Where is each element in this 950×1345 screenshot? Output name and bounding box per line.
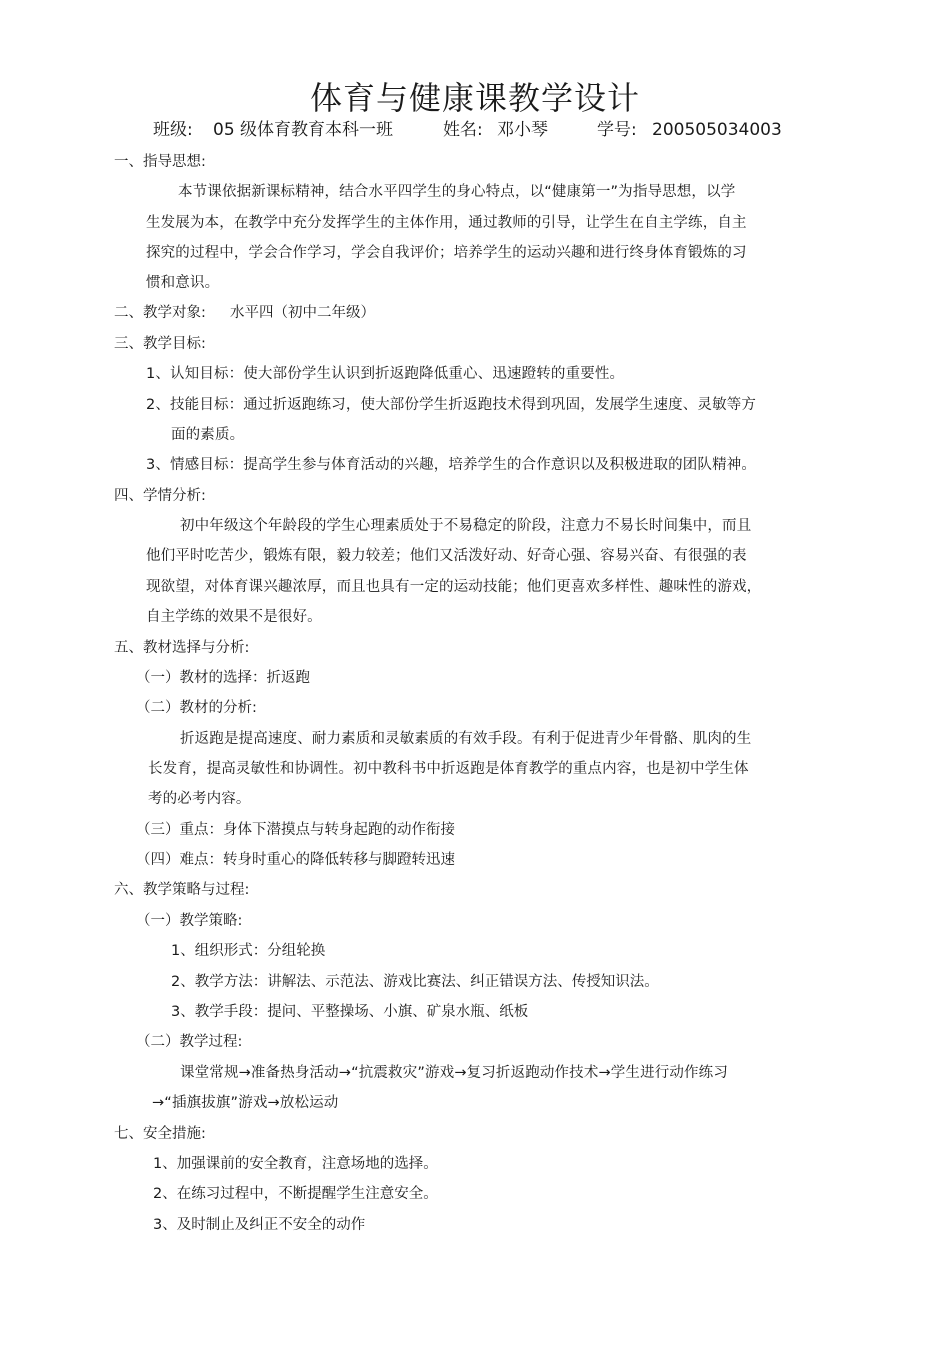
paragraph-line: 生发展为本，在教学中充分发挥学生的主体作用，通过教师的引导，让学生在自主学练，自主 xyxy=(146,215,747,231)
goal-item-cognitive: 1、认知目标：使大部份学生认识到折返跑降低重心、迅速蹬转的重要性。 xyxy=(146,366,625,382)
strategy-item: 2、教学方法：讲解法、示范法、游戏比赛法、纠正错误方法、传授知识法。 xyxy=(171,974,659,990)
name-label: 姓名: xyxy=(443,120,483,140)
paragraph-line: 长发育，提高灵敏性和协调性。初中教科书中折返跑是体育教学的重点内容，也是初中学生体 xyxy=(148,761,749,777)
id-value: 200505034003 xyxy=(652,120,782,140)
difficulty-point: （四）难点：转身时重心的降低转移与脚蹬转迅速 xyxy=(136,852,455,868)
material-analysis-heading: （二）教材的分析: xyxy=(136,700,257,716)
paragraph-line: 探究的过程中，学会合作学习，学会自我评价；培养学生的运动兴趣和进行终身体育锻炼的习 xyxy=(146,245,747,261)
strategy-heading: （一）教学策略: xyxy=(136,913,243,929)
name-value: 邓小琴 xyxy=(497,120,548,140)
section-heading-material: 五、教材选择与分析: xyxy=(114,640,250,656)
strategy-item: 1、组织形式：分组轮换 xyxy=(171,943,326,959)
safety-item: 2、在练习过程中，不断提醒学生注意安全。 xyxy=(153,1186,438,1202)
strategy-item: 3、教学手段：提问、平整操场、小旗、矿泉水瓶、纸板 xyxy=(171,1004,529,1020)
key-point: （三）重点：身体下潜摸点与转身起跑的动作衔接 xyxy=(136,822,455,838)
material-choice: （一）教材的选择：折返跑 xyxy=(136,670,310,686)
class-value: 05 级体育教育本科一班 xyxy=(213,120,394,140)
section-heading-safety: 七、安全措施: xyxy=(114,1126,206,1142)
goal-item-skill-cont: 面的素质。 xyxy=(171,427,245,443)
process-line: →“插旗拔旗”游戏→放松运动 xyxy=(152,1095,339,1111)
teaching-object-value: 水平四（初中二年级） xyxy=(230,305,375,321)
section-heading-teaching-object: 二、教学对象: xyxy=(114,305,206,321)
process-line: 课堂常规→准备热身活动→“抗震救灾”游戏→复习折返跑动作技术→学生进行动作练习 xyxy=(180,1065,728,1081)
paragraph-line: 现欲望，对体育课兴趣浓厚，而且也具有一定的运动技能；他们更喜欢多样性、趣味性的游戏， xyxy=(146,579,762,595)
id-label: 学号: xyxy=(597,120,637,140)
paragraph-line: 本节课依据新课标精神，结合水平四学生的身心特点，以“健康第一”为指导思想，以学 xyxy=(178,184,736,200)
section-heading-strategy: 六、教学策略与过程: xyxy=(114,882,250,898)
paragraph-line: 自主学练的效果不是很好。 xyxy=(146,609,322,625)
page-title: 体育与健康课教学设计 xyxy=(309,79,640,117)
section-heading-guiding-idea: 一、指导思想: xyxy=(114,154,206,170)
process-heading: （二）教学过程: xyxy=(136,1034,243,1050)
safety-item: 1、加强课前的安全教育，注意场地的选择。 xyxy=(153,1156,438,1172)
section-heading-teaching-goals: 三、教学目标: xyxy=(114,336,206,352)
paragraph-line: 他们平时吃苦少，锻炼有限，毅力较差；他们又活泼好动、好奇心强、容易兴奋、有很强的表 xyxy=(146,548,747,564)
goal-item-skill: 2、技能目标：通过折返跑练习，使大部份学生折返跑技术得到巩固，发展学生速度、灵敏等方 xyxy=(146,397,757,413)
section-heading-student-analysis: 四、学情分析: xyxy=(114,488,206,504)
paragraph-line: 折返跑是提高速度、耐力素质和灵敏素质的有效手段。有利于促进青少年骨骼、肌肉的生 xyxy=(180,731,752,747)
paragraph-line: 考的必考内容。 xyxy=(148,791,251,807)
safety-item: 3、及时制止及纠正不安全的动作 xyxy=(153,1217,366,1233)
goal-item-emotion: 3、情感目标：提高学生参与体育活动的兴趣，培养学生的合作意识以及积极进取的团队精神。 xyxy=(146,457,757,473)
paragraph-line: 惯和意识。 xyxy=(146,275,220,291)
class-label: 班级: xyxy=(153,120,193,140)
paragraph-line: 初中年级这个年龄段的学生心理素质处于不易稳定的阶段，注意力不易长时间集中，而且 xyxy=(180,518,752,534)
